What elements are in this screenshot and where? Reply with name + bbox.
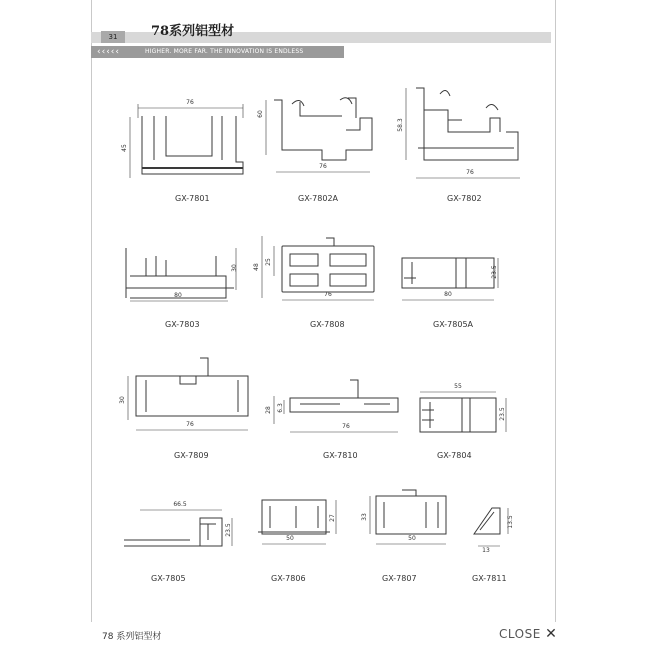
footer-caption: 78 系列铝型材 xyxy=(102,632,162,642)
label-gx-7802: GX-7802 xyxy=(447,194,482,203)
dim-gx-7810-height: 28 xyxy=(265,406,272,414)
dim-gx-7805a-width: 80 xyxy=(444,291,452,298)
dim-gx-7802a-height: 60 xyxy=(257,110,264,118)
dim-gx-7808-height: 48 xyxy=(253,263,260,271)
label-gx-7805: GX-7805 xyxy=(151,574,186,583)
profile-gx-7805 xyxy=(124,501,232,546)
dim-gx-7810-inner: 6.3 xyxy=(277,403,284,413)
dim-gx-7807-height: 33 xyxy=(361,513,368,521)
profile-gx-7809 xyxy=(119,358,248,430)
dim-gx-7809-height: 30 xyxy=(119,396,126,404)
dim-gx-7806-width: 50 xyxy=(286,535,294,542)
dim-gx-7811-width: 13 xyxy=(482,547,490,554)
label-gx-7811: GX-7811 xyxy=(472,574,507,583)
profile-gx-7811 xyxy=(474,508,514,554)
dim-gx-7805a-height: 23.5 xyxy=(491,265,498,279)
profile-gx-7804 xyxy=(420,383,506,432)
dim-gx-7808-inner: 25 xyxy=(265,258,272,266)
page-title: 78系列铝型材 xyxy=(151,24,235,39)
profile-gx-7802a xyxy=(257,98,372,172)
dim-gx-7806-height: 27 xyxy=(329,514,336,522)
dim-gx-7805-width: 66.5 xyxy=(173,501,187,508)
label-gx-7810: GX-7810 xyxy=(323,451,358,460)
label-gx-7803: GX-7803 xyxy=(165,320,200,329)
profile-gx-7807 xyxy=(361,490,446,544)
label-gx-7805a: GX-7805A xyxy=(433,320,473,329)
label-gx-7807: GX-7807 xyxy=(382,574,417,583)
label-gx-7809: GX-7809 xyxy=(174,451,209,460)
label-gx-7801: GX-7801 xyxy=(175,194,210,203)
dim-gx-7802-width: 76 xyxy=(466,169,474,176)
label-gx-7802a: GX-7802A xyxy=(298,194,338,203)
dim-gx-7803-height: 30 xyxy=(231,264,238,272)
close-button[interactable] xyxy=(499,626,557,642)
profile-gx-7806 xyxy=(258,500,336,544)
label-gx-7808: GX-7808 xyxy=(310,320,345,329)
dim-gx-7803-width: 80 xyxy=(174,292,182,299)
profile-gx-7801 xyxy=(121,99,243,178)
dim-gx-7810-width: 76 xyxy=(342,423,350,430)
dim-gx-7802a-width: 76 xyxy=(319,163,327,170)
dim-gx-7809-width: 76 xyxy=(186,421,194,428)
label-gx-7806: GX-7806 xyxy=(271,574,306,583)
dim-gx-7804-width: 55 xyxy=(454,383,462,390)
profile-gx-7802 xyxy=(397,88,520,178)
dim-gx-7805-height: 23.5 xyxy=(225,523,232,537)
dim-gx-7802-height: 58.3 xyxy=(397,118,404,132)
close-label: CLOSE xyxy=(499,627,541,641)
arrows-icon: ‹‹‹‹‹ xyxy=(97,47,120,57)
profile-gx-7810 xyxy=(265,380,398,432)
profile-gx-7803 xyxy=(126,248,238,301)
label-gx-7804: GX-7804 xyxy=(437,451,472,460)
profile-gx-7808 xyxy=(253,236,374,300)
dim-gx-7804-height: 23.5 xyxy=(499,407,506,421)
dim-gx-7801-height: 45 xyxy=(121,144,128,152)
dim-gx-7811-height: 13.5 xyxy=(507,515,514,529)
profile-gx-7805a xyxy=(402,258,498,300)
dim-gx-7808-width: 76 xyxy=(324,291,332,298)
page-number: 31 xyxy=(101,31,125,43)
dim-gx-7807-width: 50 xyxy=(408,535,416,542)
dim-gx-7801-width: 76 xyxy=(186,99,194,106)
close-icon: ✕ xyxy=(545,626,558,642)
slogan-text: HIGHER. MORE FAR. THE INNOVATION IS ENDLESS xyxy=(145,48,304,55)
